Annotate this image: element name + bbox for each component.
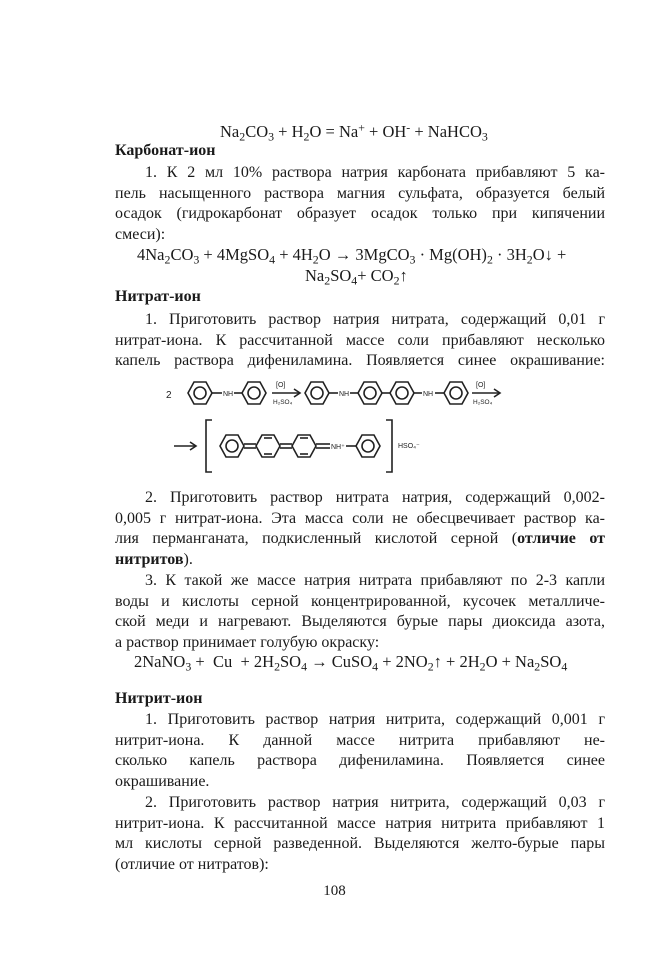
scheme-nh-2: NH: [339, 391, 350, 398]
benzene-ring-8: [356, 435, 380, 457]
scheme-anion: HSO₄⁻: [398, 443, 420, 450]
equation-nitrate-copper: 2NaNO$_3$ + $Cu + 2H_2SO_4$ → CuSO$_4$ + $2NO_2↑ + 2H_2O + Na_2SO_4$: [134, 652, 568, 674]
benzene-ring-4: [358, 382, 382, 404]
benzene-ring-7: [220, 435, 244, 457]
paragraph-nitrite-2: 2. Приготовить раствор натрия нитрита, содержащий 0,03 г нитрит-иона. К рассчитанной массе натрия нитрита прибавляют 1 мл кислоты серной разведенной. Выделяются желто-бурые пары (отличие от нитратов):: [115, 794, 605, 873]
benzene-ring-6: [444, 382, 468, 404]
heading-nitrate: Нитрат-ион: [115, 288, 201, 305]
scheme-acid-2: H₂SO₄: [473, 399, 493, 406]
scheme-nh-1: NH: [223, 391, 234, 398]
equation-sodium-carbonate-hydrolysis: $Na_2CO_3 + H_2O = Na^+ + OH^-$ + NaHCO$_3$: [220, 120, 488, 144]
paragraph-carbonate-1: 1. К 2 мл 10% раствора натрия карбоната прибавляют 5 ка- пель насыщенного раствора магния сульфата, образуется белый осадок (гидрокарбонат образует осадок только при кипячении смеси):: [115, 164, 605, 243]
benzene-ring-1: [188, 382, 212, 404]
equation-carbonate-magnesium-2: $Na_2SO_4+$ $CO_2↑$: [305, 266, 408, 288]
scheme-oxidant-1: [O]: [276, 382, 286, 389]
benzene-ring-5: [390, 382, 414, 404]
heading-carbonate: Карбонат-ион: [115, 142, 216, 159]
page-number: 108: [323, 883, 346, 899]
scheme-nh-plus: NH⁺: [331, 444, 345, 451]
scheme-acid-1: H₂SO₄: [273, 399, 293, 406]
heading-nitrite: Нитрит-ион: [115, 690, 203, 707]
equation-carbonate-magnesium-1: $4Na_2CO_3$ + 4MgSO$_4$ + $4H_2O$ → 3MgCO$_3$ · $Mg(OH)_2$ · $3H_2O↓$ +: [137, 245, 567, 267]
paragraph-nitrate-1: 1. Приготовить раствор натрия нитрата, содержащий 0,01 г нитрат-иона. К рассчитанной массе соли прибавляют несколько капель раствора дифениламина. Появляется синее окрашивание:: [115, 311, 605, 370]
scheme-coefficient: 2: [166, 390, 172, 401]
paragraph-nitrate-3: 3. К такой же массе натрия нитрата прибавляют по 2-3 капли воды и кислоты серной концентрированной, кусочек металличе- ской меди и нагревают. Выделяются бурые пары диоксида азота, а раствор принимает голубую окраску:: [115, 572, 605, 651]
paragraph-nitrite-1: 1. Приготовить раствор натрия нитрита, содержащий 0,001 г нитрит-иона. К данной массе нитрита прибавляют не- сколько капель раствора дифениламина. Появляется синее окрашивание.: [115, 711, 605, 790]
paragraph-nitrate-2: 2. Приготовить раствор нитрата натрия, содержащий 0,002- 0,005 г нитрат-иона. Эта масса соли не обесцвечивает раствор ка- лия перманганата, подкисленный кислотой серной (отличие от нитритов).: [115, 489, 606, 568]
scheme-oxidant-2: [O]: [476, 382, 486, 389]
diphenylamine-oxidation-scheme: [160, 368, 580, 478]
benzene-ring-2: [242, 382, 266, 404]
benzene-ring-3: [305, 382, 329, 404]
scheme-nh-3: NH: [423, 391, 434, 398]
